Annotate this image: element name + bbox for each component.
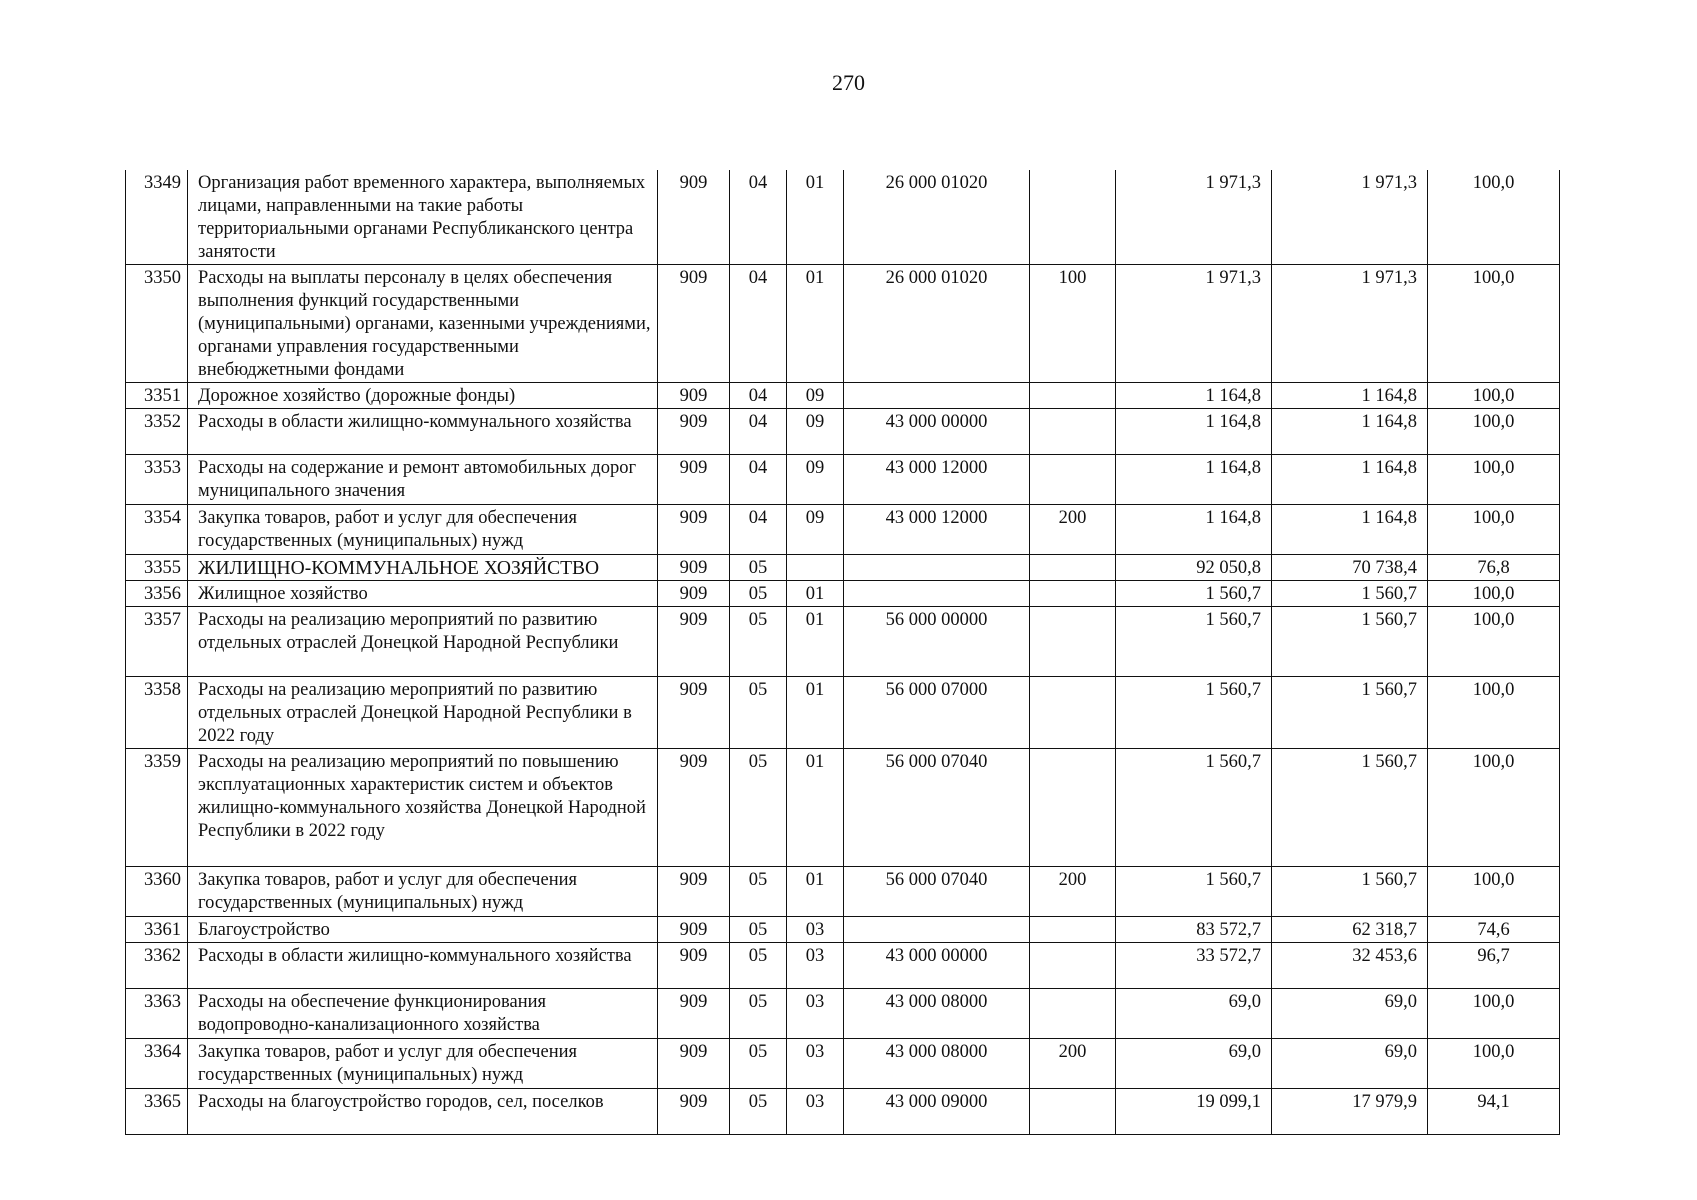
row-name-cell: Расходы на обеспечение функционирования водопроводно-канализационного хозяйства	[188, 989, 658, 1039]
row-section-code-cell: 04	[730, 455, 787, 505]
row-gr-code-cell: 909	[658, 265, 730, 383]
row-actual-amount-cell: 1 560,7	[1272, 677, 1428, 749]
row-number-cell: 3365	[126, 1089, 188, 1135]
row-target-article-cell	[844, 581, 1030, 607]
row-subsection-code-cell: 03	[787, 989, 844, 1039]
row-section-code-cell: 05	[730, 943, 787, 989]
row-name-cell: ЖИЛИЩНО-КОММУНАЛЬНОЕ ХОЗЯЙСТВО	[188, 555, 658, 581]
row-number-cell: 3353	[126, 455, 188, 505]
row-target-article-cell: 43 000 12000	[844, 505, 1030, 555]
row-section-code-cell: 04	[730, 170, 787, 265]
row-percent-cell: 100,0	[1428, 989, 1560, 1039]
table-row	[126, 1039, 1560, 1089]
row-percent-cell: 100,0	[1428, 383, 1560, 409]
row-percent-cell: 100,0	[1428, 607, 1560, 677]
row-subsection-code-cell: 01	[787, 581, 844, 607]
row-number-cell: 3357	[126, 607, 188, 677]
row-target-article-cell: 43 000 08000	[844, 989, 1030, 1039]
row-actual-amount-cell: 69,0	[1272, 1039, 1428, 1089]
row-section-code-cell: 04	[730, 265, 787, 383]
row-expense-type-cell	[1030, 581, 1116, 607]
row-plan-amount-cell: 1 560,7	[1116, 749, 1272, 867]
row-gr-code-cell: 909	[658, 455, 730, 505]
row-subsection-code-cell: 03	[787, 1039, 844, 1089]
row-actual-amount-cell: 17 979,9	[1272, 1089, 1428, 1135]
row-expense-type-cell	[1030, 455, 1116, 505]
row-actual-amount-cell: 62 318,7	[1272, 917, 1428, 943]
row-target-article-cell: 56 000 00000	[844, 607, 1030, 677]
row-section-code-cell: 05	[730, 1089, 787, 1135]
table-row	[126, 170, 1560, 265]
row-actual-amount-cell: 70 738,4	[1272, 555, 1428, 581]
table-row	[126, 555, 1560, 581]
row-gr-code-cell: 909	[658, 383, 730, 409]
row-plan-amount-cell: 1 560,7	[1116, 677, 1272, 749]
row-expense-type-cell	[1030, 409, 1116, 455]
row-number-cell: 3350	[126, 265, 188, 383]
row-section-code-cell: 04	[730, 505, 787, 555]
row-expense-type-cell	[1030, 607, 1116, 677]
row-gr-code-cell: 909	[658, 607, 730, 677]
row-name-cell: Закупка товаров, работ и услуг для обеспечения государственных (муниципальных) нужд	[188, 505, 658, 555]
row-section-code-cell: 05	[730, 867, 787, 917]
row-expense-type-cell: 200	[1030, 1039, 1116, 1089]
row-plan-amount-cell: 69,0	[1116, 1039, 1272, 1089]
row-actual-amount-cell: 1 971,3	[1272, 170, 1428, 265]
row-name-cell: Расходы на содержание и ремонт автомобильных дорог муниципального значения	[188, 455, 658, 505]
table-row	[126, 867, 1560, 917]
row-gr-code-cell: 909	[658, 581, 730, 607]
row-section-code-cell: 04	[730, 409, 787, 455]
row-number-cell: 3358	[126, 677, 188, 749]
row-percent-cell: 94,1	[1428, 1089, 1560, 1135]
row-expense-type-cell	[1030, 1089, 1116, 1135]
row-number-cell: 3354	[126, 505, 188, 555]
row-name-cell: Расходы в области жилищно-коммунального хозяйства	[188, 943, 658, 989]
row-section-code-cell: 05	[730, 989, 787, 1039]
row-gr-code-cell: 909	[658, 555, 730, 581]
row-plan-amount-cell: 83 572,7	[1116, 917, 1272, 943]
row-gr-code-cell: 909	[658, 917, 730, 943]
page-number: 270	[832, 70, 865, 95]
row-percent-cell: 100,0	[1428, 1039, 1560, 1089]
row-target-article-cell: 26 000 01020	[844, 265, 1030, 383]
table-row	[126, 749, 1560, 867]
row-name-cell: Расходы на выплаты персоналу в целях обеспечения выполнения функций государственными (муниципальными) органами, казенными учреждениями, органами управления государственными внебюджетными фондами	[188, 265, 658, 383]
row-gr-code-cell: 909	[658, 170, 730, 265]
row-plan-amount-cell: 19 099,1	[1116, 1089, 1272, 1135]
row-plan-amount-cell: 92 050,8	[1116, 555, 1272, 581]
row-subsection-code-cell: 09	[787, 455, 844, 505]
row-plan-amount-cell: 1 560,7	[1116, 581, 1272, 607]
row-section-code-cell: 04	[730, 383, 787, 409]
row-section-code-cell: 05	[730, 555, 787, 581]
row-number-cell: 3361	[126, 917, 188, 943]
row-target-article-cell	[844, 555, 1030, 581]
row-subsection-code-cell: 01	[787, 607, 844, 677]
row-subsection-code-cell: 01	[787, 677, 844, 749]
row-expense-type-cell	[1030, 383, 1116, 409]
row-section-code-cell: 05	[730, 581, 787, 607]
row-expense-type-cell: 200	[1030, 867, 1116, 917]
row-gr-code-cell: 909	[658, 867, 730, 917]
table-row	[126, 581, 1560, 607]
row-plan-amount-cell: 1 560,7	[1116, 867, 1272, 917]
row-subsection-code-cell: 09	[787, 409, 844, 455]
row-gr-code-cell: 909	[658, 989, 730, 1039]
row-subsection-code-cell: 01	[787, 170, 844, 265]
row-percent-cell: 96,7	[1428, 943, 1560, 989]
row-number-cell: 3364	[126, 1039, 188, 1089]
row-gr-code-cell: 909	[658, 1089, 730, 1135]
row-subsection-code-cell: 01	[787, 749, 844, 867]
row-gr-code-cell: 909	[658, 943, 730, 989]
row-name-cell: Закупка товаров, работ и услуг для обеспечения государственных (муниципальных) нужд	[188, 1039, 658, 1089]
row-actual-amount-cell: 1 560,7	[1272, 581, 1428, 607]
table-row	[126, 455, 1560, 505]
row-actual-amount-cell: 1 164,8	[1272, 505, 1428, 555]
row-target-article-cell	[844, 917, 1030, 943]
row-actual-amount-cell: 1 560,7	[1272, 867, 1428, 917]
row-name-cell: Расходы на реализацию мероприятий по развитию отдельных отраслей Донецкой Народной Республики в 2022 году	[188, 677, 658, 749]
row-expense-type-cell	[1030, 555, 1116, 581]
table-row	[126, 943, 1560, 989]
row-gr-code-cell: 909	[658, 749, 730, 867]
row-name-cell: Закупка товаров, работ и услуг для обеспечения государственных (муниципальных) нужд	[188, 867, 658, 917]
row-plan-amount-cell: 1 971,3	[1116, 265, 1272, 383]
row-subsection-code-cell	[787, 555, 844, 581]
row-target-article-cell: 43 000 09000	[844, 1089, 1030, 1135]
row-actual-amount-cell: 69,0	[1272, 989, 1428, 1039]
row-gr-code-cell: 909	[658, 1039, 730, 1089]
row-target-article-cell: 56 000 07040	[844, 867, 1030, 917]
row-plan-amount-cell: 69,0	[1116, 989, 1272, 1039]
row-actual-amount-cell: 1 560,7	[1272, 607, 1428, 677]
budget-table-container	[125, 170, 1559, 1135]
row-number-cell: 3360	[126, 867, 188, 917]
row-percent-cell: 100,0	[1428, 455, 1560, 505]
row-target-article-cell: 56 000 07040	[844, 749, 1030, 867]
row-plan-amount-cell: 1 164,8	[1116, 505, 1272, 555]
row-expense-type-cell	[1030, 677, 1116, 749]
row-name-cell: Организация работ временного характера, выполняемых лицами, направленными на такие работы территориальными органами Республиканского центра занятости	[188, 170, 658, 265]
row-number-cell: 3351	[126, 383, 188, 409]
row-target-article-cell: 26 000 01020	[844, 170, 1030, 265]
row-subsection-code-cell: 03	[787, 943, 844, 989]
row-target-article-cell: 56 000 07000	[844, 677, 1030, 749]
row-name-cell: Расходы на реализацию мероприятий по развитию отдельных отраслей Донецкой Народной Республики	[188, 607, 658, 677]
row-expense-type-cell	[1030, 170, 1116, 265]
table-row	[126, 989, 1560, 1039]
row-percent-cell: 100,0	[1428, 581, 1560, 607]
row-name-cell: Расходы в области жилищно-коммунального хозяйства	[188, 409, 658, 455]
row-actual-amount-cell: 1 560,7	[1272, 749, 1428, 867]
row-section-code-cell: 05	[730, 917, 787, 943]
table-row	[126, 265, 1560, 383]
row-number-cell: 3352	[126, 409, 188, 455]
row-target-article-cell: 43 000 00000	[844, 943, 1030, 989]
row-name-cell: Расходы на благоустройство городов, сел, поселков	[188, 1089, 658, 1135]
row-plan-amount-cell: 1 164,8	[1116, 455, 1272, 505]
table-row	[126, 917, 1560, 943]
table-row	[126, 1089, 1560, 1135]
row-section-code-cell: 05	[730, 607, 787, 677]
row-expense-type-cell	[1030, 749, 1116, 867]
row-expense-type-cell	[1030, 917, 1116, 943]
table-row	[126, 607, 1560, 677]
row-actual-amount-cell: 1 164,8	[1272, 455, 1428, 505]
row-name-cell: Благоустройство	[188, 917, 658, 943]
row-section-code-cell: 05	[730, 1039, 787, 1089]
row-gr-code-cell: 909	[658, 677, 730, 749]
row-target-article-cell: 43 000 08000	[844, 1039, 1030, 1089]
row-percent-cell: 100,0	[1428, 749, 1560, 867]
row-plan-amount-cell: 1 971,3	[1116, 170, 1272, 265]
row-gr-code-cell: 909	[658, 409, 730, 455]
row-percent-cell: 100,0	[1428, 505, 1560, 555]
row-actual-amount-cell: 1 164,8	[1272, 383, 1428, 409]
budget-table	[125, 170, 1560, 1135]
row-name-cell: Расходы на реализацию мероприятий по повышению эксплуатационных характеристик систем и объектов жилищно-коммунального хозяйства Донецкой Народной Республики в 2022 году	[188, 749, 658, 867]
row-subsection-code-cell: 09	[787, 505, 844, 555]
row-plan-amount-cell: 1 560,7	[1116, 607, 1272, 677]
row-subsection-code-cell: 03	[787, 917, 844, 943]
row-number-cell: 3349	[126, 170, 188, 265]
row-percent-cell: 100,0	[1428, 409, 1560, 455]
row-actual-amount-cell: 1 971,3	[1272, 265, 1428, 383]
row-gr-code-cell: 909	[658, 505, 730, 555]
row-expense-type-cell	[1030, 943, 1116, 989]
row-subsection-code-cell: 01	[787, 867, 844, 917]
row-number-cell: 3359	[126, 749, 188, 867]
row-number-cell: 3356	[126, 581, 188, 607]
row-percent-cell: 100,0	[1428, 265, 1560, 383]
row-actual-amount-cell: 1 164,8	[1272, 409, 1428, 455]
row-percent-cell: 76,8	[1428, 555, 1560, 581]
budget-table-body	[126, 170, 1560, 1135]
row-percent-cell: 100,0	[1428, 677, 1560, 749]
row-number-cell: 3355	[126, 555, 188, 581]
row-subsection-code-cell: 03	[787, 1089, 844, 1135]
row-subsection-code-cell: 09	[787, 383, 844, 409]
table-row	[126, 505, 1560, 555]
row-plan-amount-cell: 1 164,8	[1116, 409, 1272, 455]
row-target-article-cell: 43 000 12000	[844, 455, 1030, 505]
row-plan-amount-cell: 1 164,8	[1116, 383, 1272, 409]
row-percent-cell: 100,0	[1428, 170, 1560, 265]
row-target-article-cell: 43 000 00000	[844, 409, 1030, 455]
row-actual-amount-cell: 32 453,6	[1272, 943, 1428, 989]
table-row	[126, 383, 1560, 409]
table-row	[126, 677, 1560, 749]
row-name-cell: Дорожное хозяйство (дорожные фонды)	[188, 383, 658, 409]
row-expense-type-cell: 100	[1030, 265, 1116, 383]
table-row	[126, 409, 1560, 455]
row-expense-type-cell: 200	[1030, 505, 1116, 555]
row-plan-amount-cell: 33 572,7	[1116, 943, 1272, 989]
row-percent-cell: 100,0	[1428, 867, 1560, 917]
row-number-cell: 3362	[126, 943, 188, 989]
row-target-article-cell	[844, 383, 1030, 409]
row-name-cell: Жилищное хозяйство	[188, 581, 658, 607]
row-section-code-cell: 05	[730, 677, 787, 749]
row-percent-cell: 74,6	[1428, 917, 1560, 943]
row-number-cell: 3363	[126, 989, 188, 1039]
row-expense-type-cell	[1030, 989, 1116, 1039]
row-subsection-code-cell: 01	[787, 265, 844, 383]
row-section-code-cell: 05	[730, 749, 787, 867]
